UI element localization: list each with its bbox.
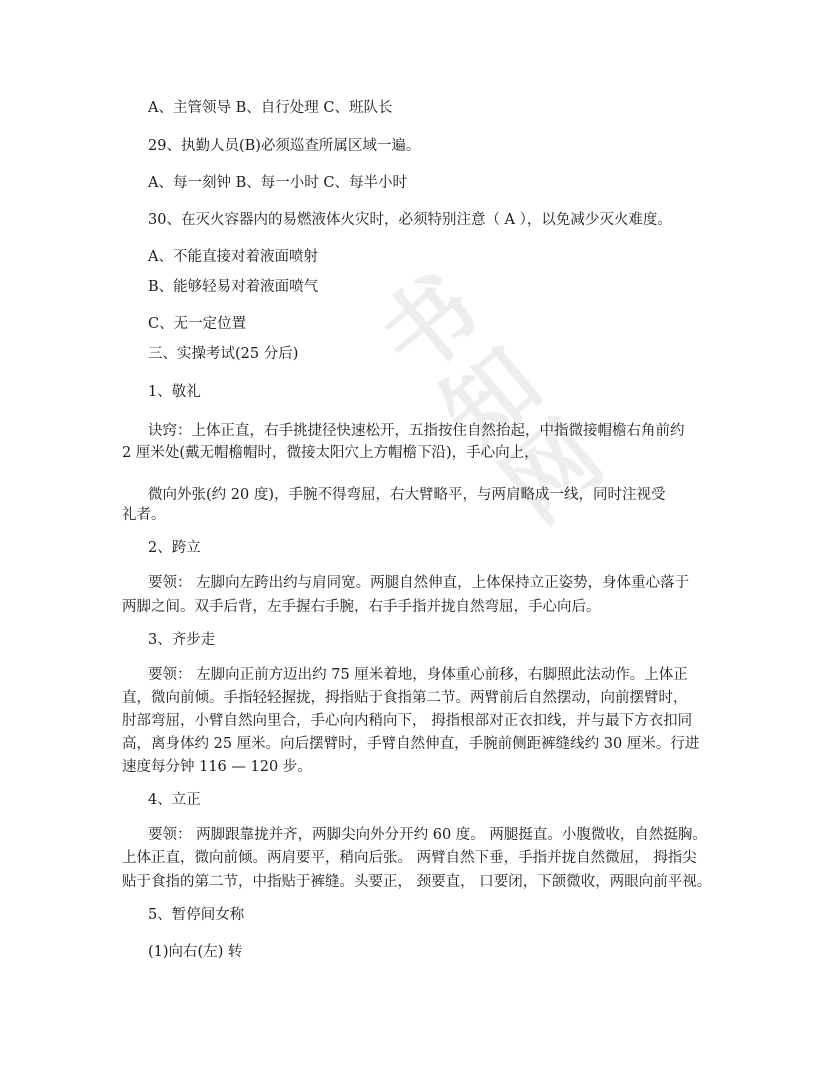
paragraph-line: 两脚之间。双手后背，左手握右手腕，右手手指并拢自然弯屈，手心向后。 (122, 599, 601, 615)
subsection-heading: 4、立正 (148, 792, 201, 808)
subsection-heading: (1)向右(左) 转 (148, 944, 243, 960)
paragraph-line: 要领： 左脚向左跨出约与肩同宽。两腿自然伸直，上体保持立正姿势，身体重心落于 (148, 575, 690, 591)
paragraph-line: 礼者。 (122, 507, 166, 523)
subsection-heading: 2、跨立 (148, 540, 201, 556)
paragraph-line: 直，微向前倾。手指轻轻握拢，拇指贴于食指第二节。两臂前后自然摆动，向前摆臂时， (122, 690, 688, 706)
option-line: B、能够轻易对着液面喷气 (148, 279, 319, 295)
option-line: A、每一刻钟 B、每一小时 C、每半小时 (148, 175, 407, 191)
watermark-char: 书 (359, 254, 500, 396)
paragraph-line: 贴于食指的第二节，中指贴于裤缝。头要正， 颈要直， 口要闭，下颌微收，两眼向前平视。 (122, 874, 712, 890)
watermark-char: 网 (483, 401, 623, 543)
paragraph-line: 要领： 左脚向正前方迈出约 75 厘米着地，身体重心前移，右脚照此法动作。上体正 (148, 667, 688, 683)
paragraph-line: 诀窍：上体正直，右手挑捷径快速松开，五指按住自然抬起，中指微接帽檐右角前约 (148, 423, 685, 439)
paragraph-line: 2 厘米处(戴无帽檐帽时，微接太阳穴上方帽檐下沿)，手心向上， (122, 445, 539, 461)
paragraph-line: 微向外张(约 20 度)，手腕不得弯屈，右大臂略平，与两肩略成一线，同时注视受 (148, 487, 666, 503)
watermark (311, 215, 699, 616)
watermark-char: 知 (421, 327, 561, 470)
option-line: A、主管领导 B、自行处理 C、班队长 (148, 100, 393, 116)
question-line: 30、在灭火容器内的易燃液体火灾时，必须特别注意（ A ），以免减少灭火难度。 (148, 212, 672, 228)
subsection-heading: 5、暂停间女称 (148, 907, 245, 923)
paragraph-line: 要领： 两脚跟靠拢并齐，两脚尖向外分开约 60 度。 两腿挺直。小腹微收，自然挺胸。 (148, 827, 707, 843)
paragraph-line: 肘部弯屈，小臂自然向里合，手心向内稍向下， 拇指根部对正衣扣线，并与最下方衣扣同 (122, 713, 693, 729)
paragraph-line: 速度每分钟 116 — 120 步。 (122, 759, 312, 775)
question-line: 29、执勤人员(B)必须巡查所属区域一遍。 (148, 138, 421, 154)
subsection-heading: 3、齐步走 (148, 632, 216, 648)
paragraph-line: 高，离身体约 25 厘米。向后摆臂时，手臂自然伸直，手腕前侧距裤缝线约 30 厘米。行进 (122, 736, 700, 752)
subsection-heading: 1、敬礼 (148, 384, 201, 400)
option-line: C、无一定位置 (148, 316, 247, 332)
paragraph-line: 上体正直，微向前倾。两肩要平，稍向后张。 两臂自然下垂，手指并拢自然微屈， 拇指尖 (122, 850, 697, 866)
option-line: A、不能直接对着液面喷射 (148, 249, 318, 265)
section-heading: 三、实操考试(25 分后) (148, 346, 299, 362)
